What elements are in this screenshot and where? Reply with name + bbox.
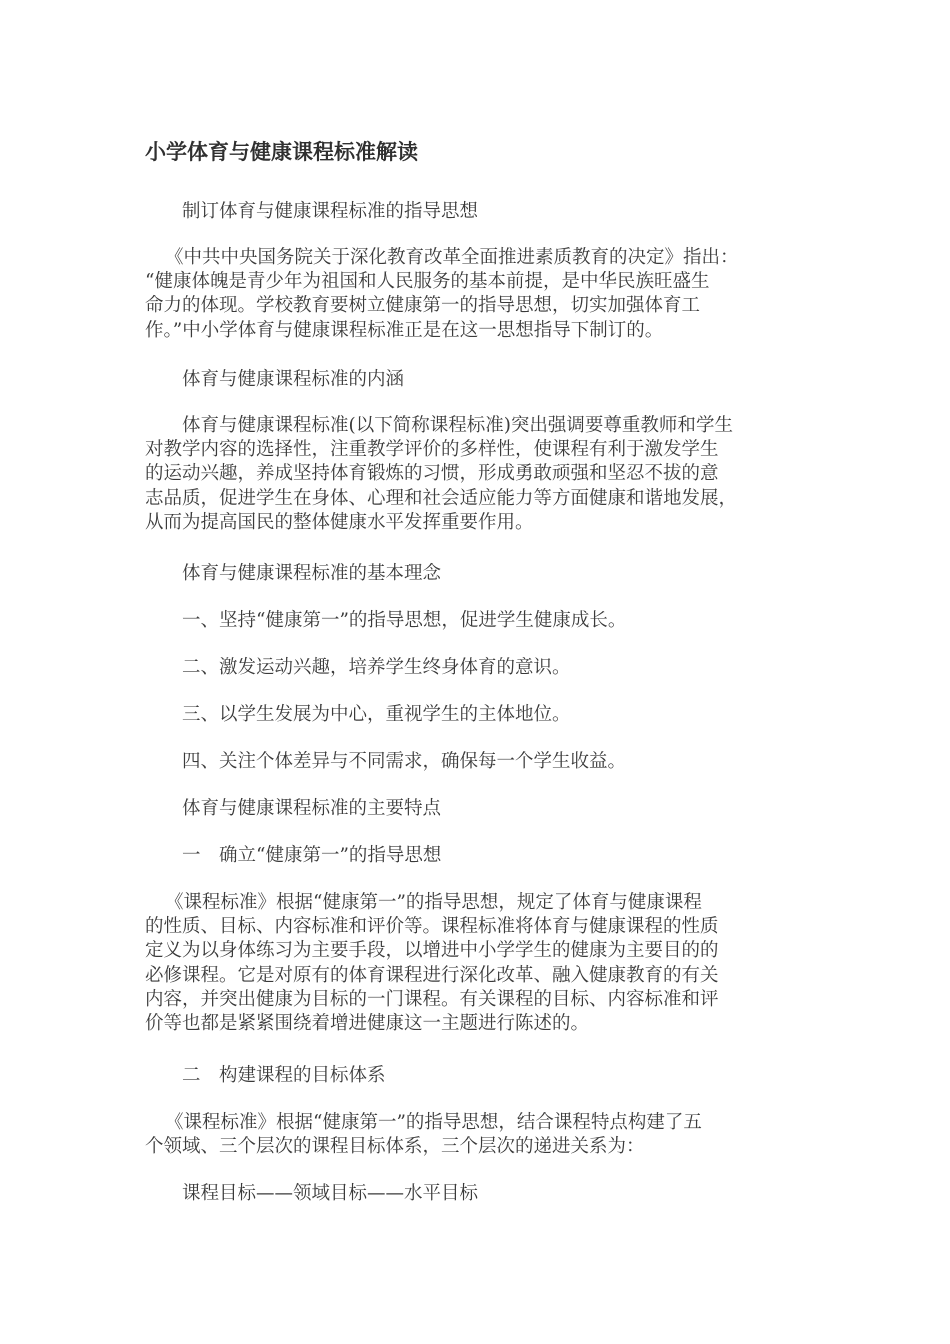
subsection-heading: [145, 844, 815, 868]
list-item: [145, 656, 815, 680]
section-heading: [145, 797, 815, 821]
text-line: 志品质，促进学生在身体、心理和社会适应能力等方面健康和谐地发展，: [145, 487, 738, 509]
text-line: 对教学内容的选择性，注重教学评价的多样性，使课程有利于激发学生: [145, 439, 719, 461]
text-line: 体育与健康课程标准(以下简称课程标准)突出强调要尊重教师和学生: [182, 415, 733, 436]
text-line: 内容，并突出健康为目标的一门课程。有关课程的目标、内容标准和评: [145, 988, 719, 1010]
text-line: 《课程标准》根据“健康第一”的指导思想，规定了体育与健康课程: [165, 892, 702, 913]
text-line: 从而为提高国民的整体健康水平发挥重要作用。: [145, 511, 534, 533]
text-line: 体育与健康课程标准的主要特点: [182, 798, 442, 819]
text-line: 的性质、目标、内容标准和评价等。课程标准将体育与健康课程的性质: [145, 916, 719, 938]
section-heading: [145, 200, 815, 224]
list-item: [145, 609, 815, 633]
text-line: 的运动兴趣，养成坚持体育锻炼的习惯，形成勇敢顽强和坚忍不拔的意: [145, 463, 719, 485]
text-line: 课程目标——领域目标——水平目标: [182, 1183, 479, 1204]
text-line: 体育与健康课程标准的基本理念: [182, 563, 442, 584]
text-line: 三、以学生发展为中心，重视学生的主体地位。: [182, 704, 571, 725]
list-item: [145, 703, 815, 727]
text-line: 一、坚持“健康第一”的指导思想，促进学生健康成长。: [182, 610, 627, 631]
text-line: 命力的体现。学校教育要树立健康第一的指导思想，切实加强体育工: [145, 295, 701, 317]
paragraph: [145, 891, 815, 1036]
paragraph: [145, 414, 815, 535]
text-line: “健康体魄是青少年为祖国和人民服务的基本前提，是中华民族旺盛生: [145, 271, 710, 293]
text-line: 二 构建课程的目标体系: [182, 1065, 386, 1086]
text-line: 一 确立“健康第一”的指导思想: [182, 845, 442, 866]
text-line: 体育与健康课程标准的内涵: [182, 369, 405, 390]
section-heading: [145, 368, 815, 392]
subsection-heading: [145, 1064, 815, 1088]
text-line: 《课程标准》根据“健康第一”的指导思想，结合课程特点构建了五: [165, 1112, 702, 1133]
text-line: 定义为以身体练习为主要手段，以增进中小学学生的健康为主要目的的: [145, 940, 719, 962]
text-line: 作。”中小学体育与健康课程标准正是在这一思想指导下制订的。: [145, 319, 664, 341]
paragraph: [145, 1111, 815, 1159]
paragraph: [145, 246, 815, 343]
text-line: 四、关注个体差异与不同需求，确保每一个学生收益。: [182, 751, 627, 772]
text-line: 制订体育与健康课程标准的指导思想: [182, 201, 479, 222]
text-line: 价等也都是紧紧围绕着增进健康这一主题进行陈述的。: [145, 1013, 590, 1035]
document-title: 小学体育与健康课程标准解读: [145, 140, 418, 164]
text-line: 必修课程。它是对原有的体育课程进行深化改革、融入健康教育的有关: [145, 964, 719, 986]
text-line: 《中共中央国务院关于深化教育改革全面推进素质教育的决定》指出：: [165, 247, 739, 268]
text-line: 个领域、三个层次的课程目标体系，三个层次的递进关系为：: [145, 1136, 645, 1158]
list-item: [145, 750, 815, 774]
text-line: 二、激发运动兴趣，培养学生终身体育的意识。: [182, 657, 571, 678]
paragraph: [145, 1182, 815, 1206]
section-heading: [145, 562, 815, 586]
